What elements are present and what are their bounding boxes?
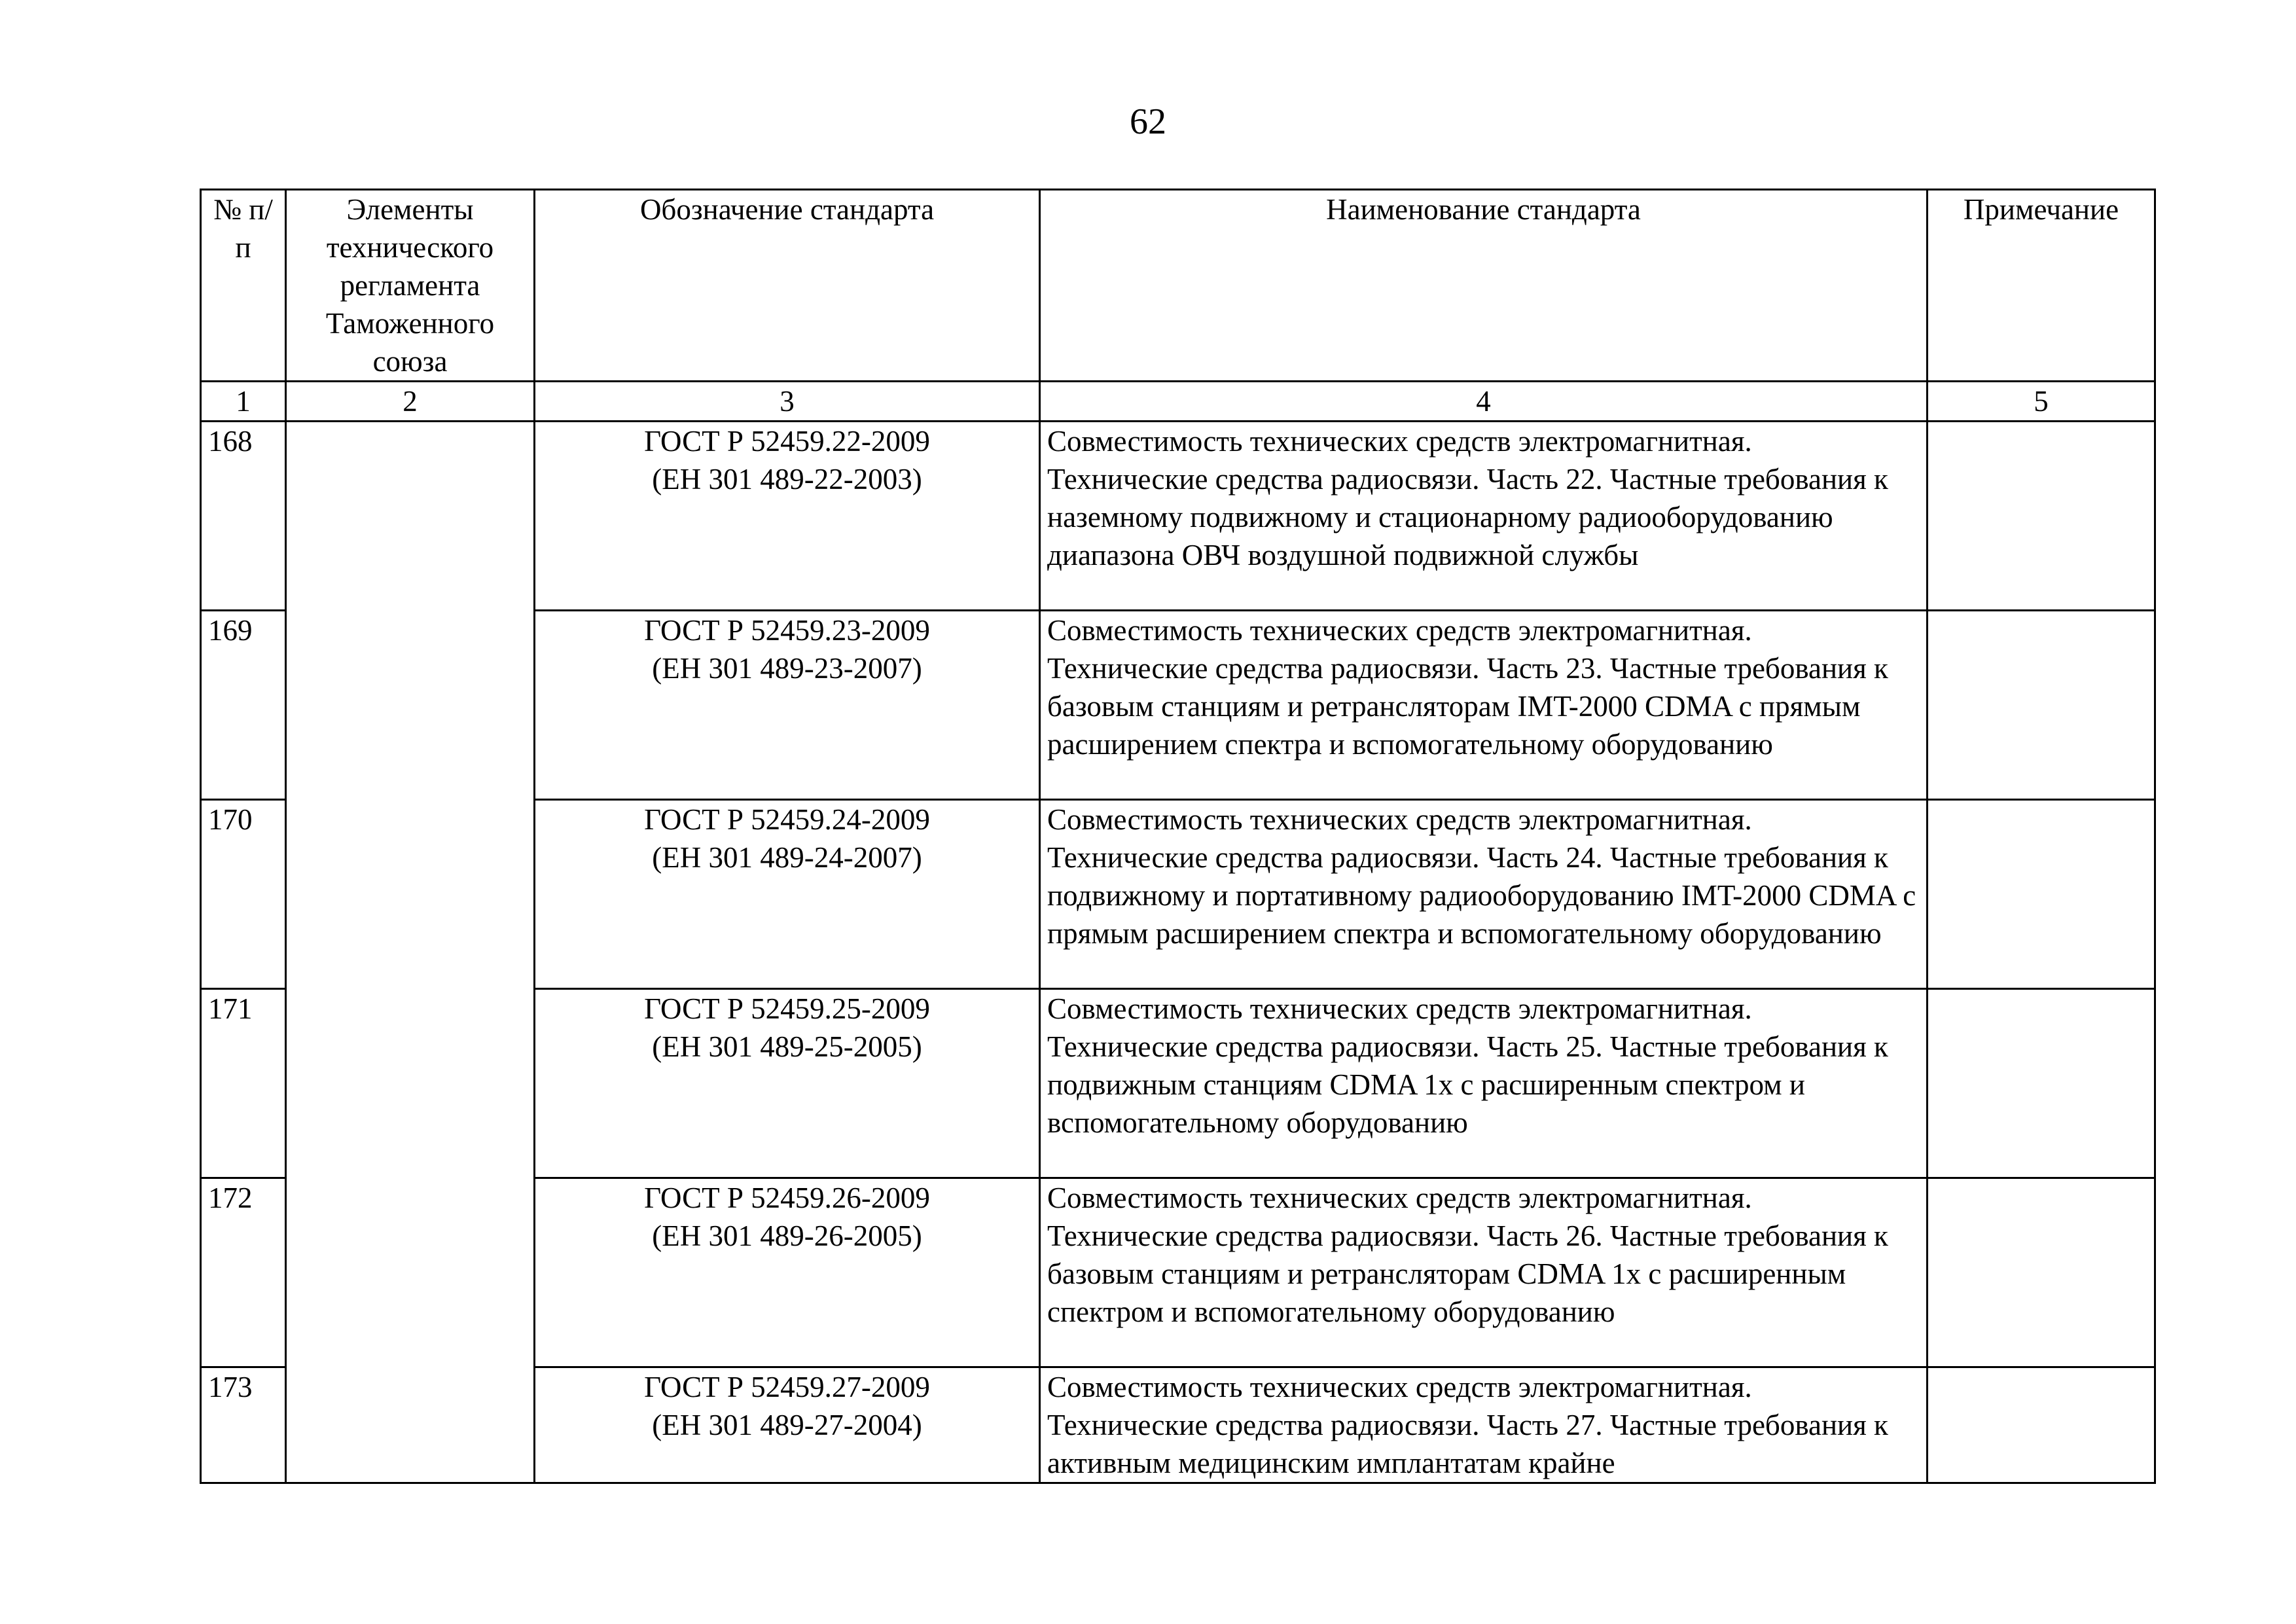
standard-name: Совместимость технических средств электромагнитная. Технические средства радиосвязи. Часть 27. Частные требования к активным медицинским имплантатам крайне bbox=[1040, 1367, 1928, 1483]
standard-name: Совместимость технических средств электромагнитная. Технические средства радиосвязи. Часть 22. Частные требования к наземному подвижному и стационарному радиооборудованию диапазона ОВЧ воздушной подвижной службы bbox=[1040, 422, 1928, 611]
column-number: 1 bbox=[201, 382, 286, 422]
column-number: 2 bbox=[286, 382, 535, 422]
designation-en: (ЕН 301 489-27-2004) bbox=[652, 1409, 922, 1441]
designation-gost: ГОСТ Р 52459.25-2009 bbox=[644, 992, 930, 1025]
designation-en: (ЕН 301 489-26-2005) bbox=[652, 1219, 922, 1252]
row-number: 172 bbox=[201, 1178, 286, 1367]
designation-gost: ГОСТ Р 52459.22-2009 bbox=[644, 425, 930, 458]
header-elements: Элементы технического регламента Таможенного союза bbox=[286, 190, 535, 382]
designation-gost: ГОСТ Р 52459.26-2009 bbox=[644, 1182, 930, 1214]
designation-en: (ЕН 301 489-24-2007) bbox=[652, 841, 922, 874]
standard-designation bbox=[535, 422, 1040, 611]
standard-note bbox=[1928, 1367, 2155, 1483]
designation-en: (ЕН 301 489-22-2003) bbox=[652, 463, 922, 496]
standard-note bbox=[1928, 989, 2155, 1178]
column-number: 5 bbox=[1928, 382, 2155, 422]
row-number: 168 bbox=[201, 422, 286, 611]
standard-designation bbox=[535, 1178, 1040, 1367]
standard-name: Совместимость технических средств электромагнитная. Технические средства радиосвязи. Часть 23. Частные требования к базовым станциям и ретрансляторам IMT-2000 CDMA с прямым расширением спектра и вспомогательному оборудованию bbox=[1040, 611, 1928, 800]
row-number: 169 bbox=[201, 611, 286, 800]
standard-designation bbox=[535, 989, 1040, 1178]
standard-designation bbox=[535, 611, 1040, 800]
row-number: 173 bbox=[201, 1367, 286, 1483]
row-number: 170 bbox=[201, 800, 286, 989]
column-number: 4 bbox=[1040, 382, 1928, 422]
header-designation: Обозначение стандарта bbox=[535, 190, 1040, 382]
row-number: 171 bbox=[201, 989, 286, 1178]
designation-en: (ЕН 301 489-23-2007) bbox=[652, 652, 922, 685]
standard-note bbox=[1928, 800, 2155, 989]
designation-gost: ГОСТ Р 52459.27-2009 bbox=[644, 1371, 930, 1403]
table-header-row bbox=[201, 190, 2155, 382]
standard-note bbox=[1928, 611, 2155, 800]
elements-cell bbox=[286, 422, 535, 1483]
standards-table bbox=[200, 189, 2156, 1484]
header-number: № п/п bbox=[201, 190, 286, 382]
column-numbers-row bbox=[201, 382, 2155, 422]
standard-note bbox=[1928, 1178, 2155, 1367]
standard-designation bbox=[535, 1367, 1040, 1483]
standard-name: Совместимость технических средств электромагнитная. Технические средства радиосвязи. Часть 25. Частные требования к подвижным станциям CDMA 1x с расширенным спектром и вспомогательному оборудованию bbox=[1040, 989, 1928, 1178]
designation-gost: ГОСТ Р 52459.24-2009 bbox=[644, 803, 930, 836]
designation-gost: ГОСТ Р 52459.23-2009 bbox=[644, 614, 930, 647]
standard-designation bbox=[535, 800, 1040, 989]
standard-name: Совместимость технических средств электромагнитная. Технические средства радиосвязи. Часть 26. Частные требования к базовым станциям и ретрансляторам CDMA 1x с расширенным спектром и вспомогательному оборудованию bbox=[1040, 1178, 1928, 1367]
column-number: 3 bbox=[535, 382, 1040, 422]
header-note: Примечание bbox=[1928, 190, 2155, 382]
designation-en: (ЕН 301 489-25-2005) bbox=[652, 1030, 922, 1063]
table-row bbox=[201, 422, 2155, 611]
page-number: 62 bbox=[1130, 101, 1166, 142]
standard-name: Совместимость технических средств электромагнитная. Технические средства радиосвязи. Часть 24. Частные требования к подвижному и портативному радиооборудованию IMT-2000 CDMA с прямым расширением спектра и вспомогательному оборудованию bbox=[1040, 800, 1928, 989]
header-name: Наименование стандарта bbox=[1040, 190, 1928, 382]
standard-note bbox=[1928, 422, 2155, 611]
